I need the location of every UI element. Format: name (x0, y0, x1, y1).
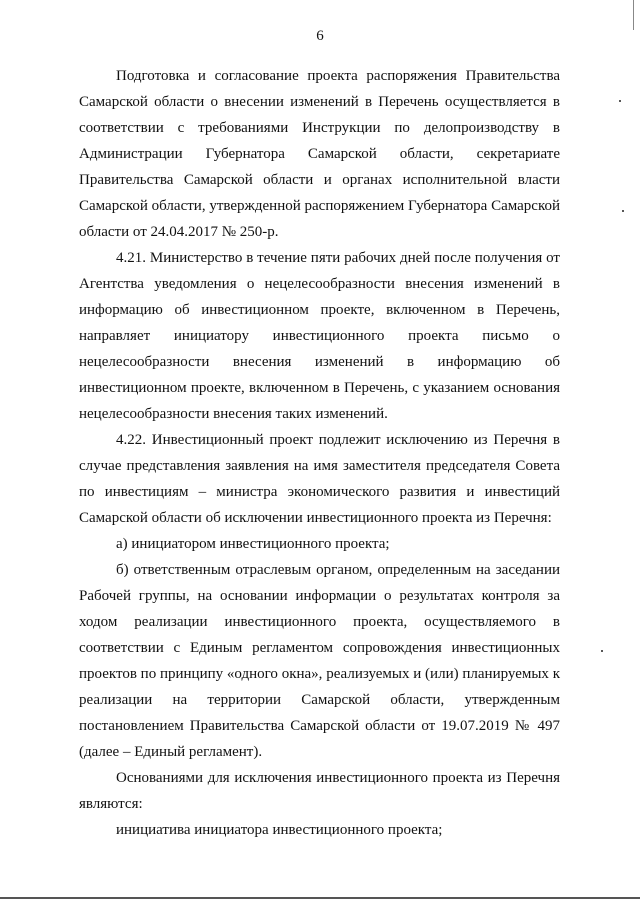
scan-edge-mark (633, 0, 634, 30)
scan-speck (619, 100, 621, 102)
list-item-b-line-3: ходом реализации инвестиционного проекта, осуществляемого в (79, 614, 560, 630)
paragraph-1-line-7: области от 24.04.2017 № 250-р. (79, 224, 279, 240)
paragraph-2-line-5: нецелесообразности внесения изменений в информацию об (79, 354, 560, 370)
paragraph-2-line-3: информацию об инвестиционном проекте, включенном в Перечень, (79, 302, 560, 318)
list-item-b-line-1: б) ответственным отраслевым органом, определенным на заседании (116, 562, 560, 578)
list-item-b-line-8: (далее – Единый регламент). (79, 744, 263, 760)
paragraph-2-line-2: Агентства уведомления о нецелесообразности внесения изменений в (79, 276, 560, 292)
list-item-b-line-5: проектов по принципу «одного окна», реализуемых и (или) планируемых к (79, 666, 560, 682)
scan-speck (622, 210, 624, 212)
paragraph-1-line-2: Самарской области о внесении изменений в Перечень осуществляется в (79, 94, 560, 110)
grounds-paragraph-line-1: Основаниями для исключения инвестиционного проекта из Перечня (116, 770, 560, 786)
list-item-b-line-7: постановлением Правительства Самарской области от 19.07.2019 № 497 (79, 718, 560, 734)
paragraph-1-line-5: Правительства Самарской области и органах исполнительной власти (79, 172, 560, 188)
paragraph-2-line-4: направляет инициатору инвестиционного проекта письмо о (79, 328, 560, 344)
grounds-item-initiative: инициатива инициатора инвестиционного проекта; (116, 822, 443, 838)
paragraph-2-line-6: инвестиционном проекте, включенном в Перечень, с указанием основания (79, 380, 560, 396)
list-item-a: а) инициатором инвестиционного проекта; (116, 536, 390, 552)
paragraph-2-line-7: нецелесообразности внесения таких изменений. (79, 406, 388, 422)
paragraph-1-line-6: Самарской области, утвержденной распоряжением Губернатора Самарской (79, 198, 561, 214)
grounds-paragraph-line-2: являются: (79, 796, 143, 812)
list-item-b-line-2: Рабочей группы, на основании информации о результатах контроля за (79, 588, 560, 604)
paragraph-3-line-2: случае представления заявления на имя заместителя председателя Совета (79, 458, 560, 474)
paragraph-1-line-4: Администрации Губернатора Самарской области, секретариате (79, 146, 560, 162)
paragraph-3-line-4: Самарской области об исключении инвестиционного проекта из Перечня: (79, 510, 552, 526)
scan-speck (601, 650, 603, 652)
paragraph-2-line-1: 4.21. Министерство в течение пяти рабочих дней после получения от (116, 250, 560, 266)
list-item-b-line-4: соответствии с Единым регламентом сопровождения инвестиционных (79, 640, 560, 656)
paragraph-1-line-3: соответствии с требованиями Инструкции по делопроизводству в (79, 120, 560, 136)
paragraph-3-line-3: по инвестициям – министра экономического развития и инвестиций (79, 484, 560, 500)
paragraph-3-line-1: 4.22. Инвестиционный проект подлежит исключению из Перечня в (116, 432, 560, 448)
page-number: 6 (316, 28, 324, 44)
paragraph-1-line-1: Подготовка и согласование проекта распоряжения Правительства (116, 68, 560, 84)
list-item-b-line-6: реализации на территории Самарской области, утвержденным (79, 692, 560, 708)
